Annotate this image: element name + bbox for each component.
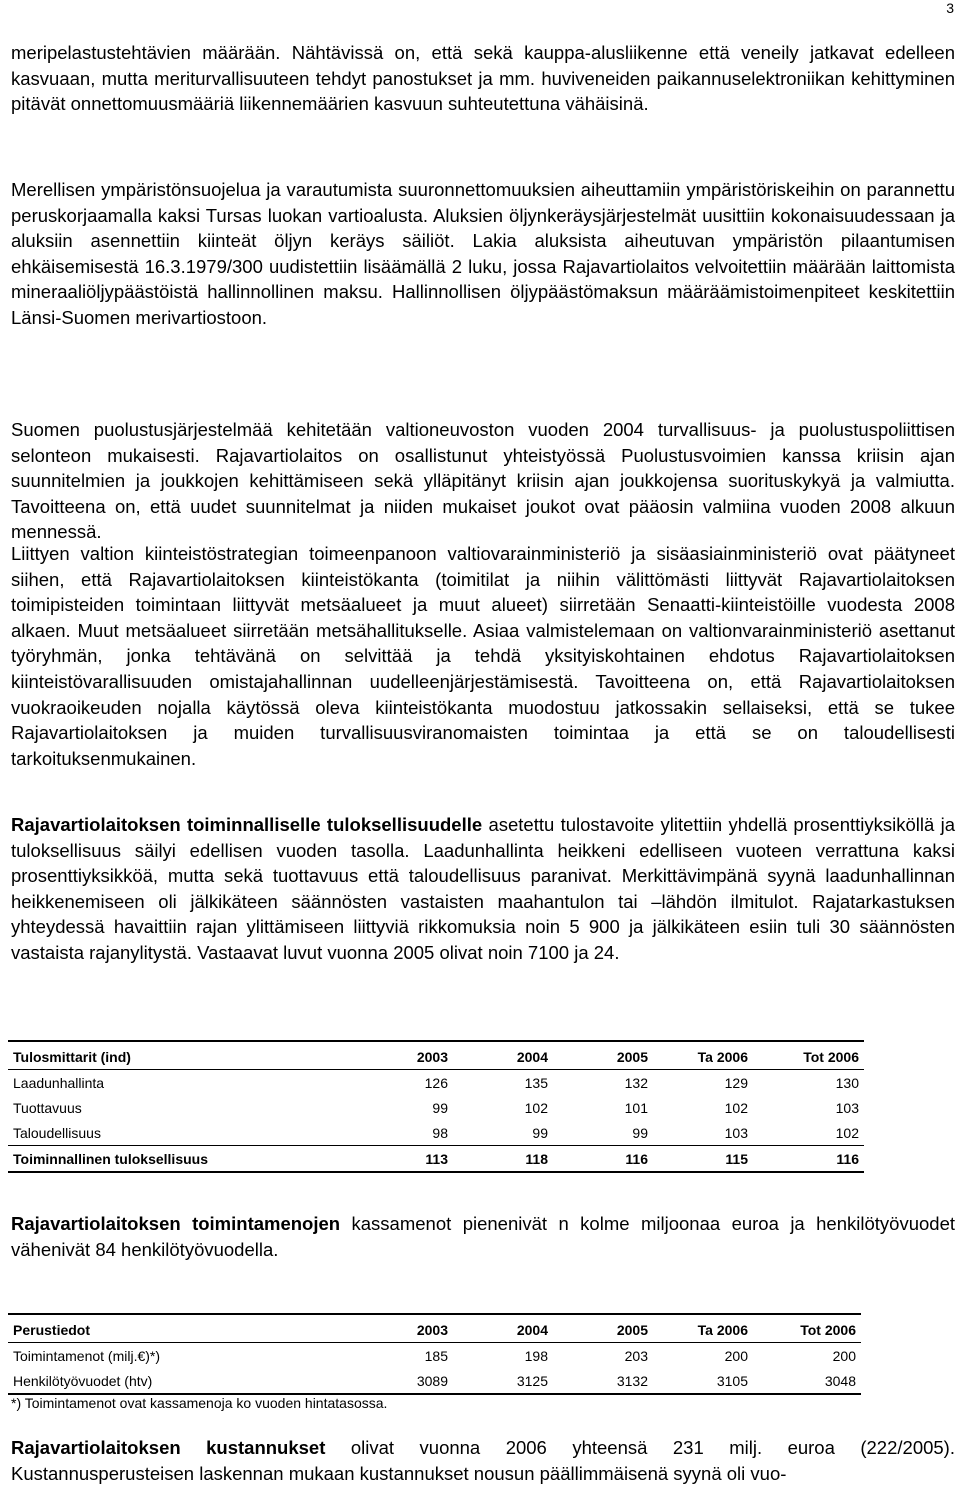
table-cell: 3048	[753, 1368, 861, 1394]
operating-expenses-heading: Rajavartiolaitoksen toimintamenojen	[11, 1213, 341, 1234]
performance-indicators-table	[8, 1040, 864, 1173]
table-footnote: *) Toimintamenot ovat kassamenoja ko vuoden hintatasossa.	[11, 1395, 388, 1411]
operational-performance-text: asetettu tulostavoite ylitettiin yhdellä prosenttiyksiköllä ja tuloksellisuus säilyi edellisen vuoden tasolla. Laadunhallinta heikkeni edelliseen vuoteen verrattuna kaksi prosenttiyksikköä, mutta sekä tuottavuus että taloudellisuus paranivat. Merkittävimpänä syynä laadunhallinnan heikkenemiseen oli jälkikäteen säännösten vastaisten maahantulon tai –lähdön ilmitulot. Rajatarkastuksen yhteydessä havaittiin rajan ylittämiseen liittyviä rikkomuksia noin 5 900 ja jälkikäteen esiin tuli 30 säännösten vastaista rajanylitystä. Vastaavat luvut vuonna 2005 olivat noin 7100 ja 24.	[11, 814, 955, 963]
table-cell: 3105	[653, 1368, 753, 1394]
table-cell: 118	[453, 1146, 553, 1173]
table-cell: 116	[553, 1146, 653, 1173]
paragraph-real-estate-strategy: Liittyen valtion kiinteistöstrategian toimeenpanoon valtiovarainministeriö ja sisäasiainministeriö ovat päätyneet siihen, että Rajavartiolaitoksen kiinteistökanta (toimitilat ja niihin välittömästi liittyvät Rajavartiolaitoksen toimipisteiden toimintaan liittyvät metsäalueet ja muut alueet) siirretään Senaatti-kiinteistöille vuodesta 2008 alkaen. Muut metsäalueet siirretään metsähallitukselle. Asiaa valmistelemaan on valtionvarainministeriö asettanut työryhmän, jonka tehtävänä on selvittää ja tehdä yksityiskohtainen ehdotus Rajavartiolaitoksen kiinteistövarallisuuden omistajahallinnan uudelleenjärjestämisestä. Tavoitteena on, että Rajavartiolaitoksen vuokraoikeuden nojalla käytössä oleva kiinteistökanta muodostuu jatkossakin sellaiseksi, että se tukee Rajavartiolaitoksen ja muiden turvallisuusviranomaisten toimintaa ja että se on taloudellisesti tarkoituksenmukainen.	[11, 543, 955, 769]
column-header: 2004	[453, 1041, 553, 1070]
row-label: Toimintamenot (milj.€)*)	[13, 1347, 161, 1364]
costs-heading: Rajavartiolaitoksen kustannukset	[11, 1437, 326, 1458]
table-cell: 103	[724, 1124, 748, 1141]
table-row	[8, 1120, 864, 1146]
row-label: Laadunhallinta	[13, 1074, 105, 1091]
table-cell: 102	[835, 1124, 859, 1141]
page-number: 3	[946, 0, 954, 16]
table-cell: 3132	[553, 1368, 653, 1394]
row-label: Toiminnallinen tuloksellisuus	[8, 1146, 353, 1173]
paragraph-costs	[11, 1435, 955, 1486]
column-header: 2003	[353, 1041, 453, 1070]
paragraph-defence-system: Suomen puolustusjärjestelmää kehitetään valtioneuvoston vuoden 2004 turvallisuus- ja puolustuspoliittisen selonteon mukaisesti. Rajavartiolaitos on osallistunut yhteistyössä Puolustusvoimien kanssa kriisin ajan suunnitelmien ja joukkojen kehittämiseen sekä ylläpitänyt kriisin ajan joukkojensa suorituskykyä ja valmiutta. Tavoitteena on, että uudet suunnitelmat ja niiden mukaiset joukot ovat pääosin valmiina vuoden 2008 alkuun mennessä.	[11, 419, 955, 543]
column-header: 2003	[353, 1314, 453, 1343]
column-header: Perustiedot	[8, 1314, 353, 1343]
table-cell: 115	[653, 1146, 753, 1173]
table-cell: 103	[835, 1099, 859, 1116]
table-cell: 102	[724, 1099, 748, 1116]
table-cell: 101	[624, 1099, 648, 1116]
paragraph-operating-expenses	[11, 1211, 955, 1262]
table-cell: 130	[835, 1074, 859, 1091]
table-cell: 99	[432, 1099, 448, 1116]
table-cell: 113	[353, 1146, 453, 1173]
table-cell: 102	[524, 1099, 548, 1116]
table-cell: 129	[724, 1074, 748, 1091]
column-header: Tot 2006	[753, 1314, 861, 1343]
column-header: 2005	[553, 1314, 653, 1343]
table-cell: 126	[424, 1074, 448, 1091]
column-header: 2005	[553, 1041, 653, 1070]
column-header: 2004	[453, 1314, 553, 1343]
row-label: Tuottavuus	[13, 1099, 82, 1116]
table-row	[8, 1368, 861, 1394]
table-cell: 99	[632, 1124, 648, 1141]
table-cell: 116	[753, 1146, 864, 1173]
table-cell: 198	[524, 1347, 548, 1364]
operating-expenses-text: kassamenot pienenivät n kolme miljoonaa euroa ja henkilötyövuodet vähenivät 84 henkilötyövuodella.	[11, 1213, 955, 1260]
table-cell: 99	[532, 1124, 548, 1141]
table-header-row	[8, 1041, 864, 1070]
table-row	[8, 1070, 864, 1096]
table-cell: 3125	[453, 1368, 553, 1394]
costs-text: olivat vuonna 2006 yhteensä 231 milj. euroa (222/2005). Kustannusperusteisen laskennan mukaan kustannukset nousun päällimmäisenä syynä oli vuo-	[11, 1437, 955, 1484]
table-cell: 203	[624, 1347, 648, 1364]
table-cell: 132	[624, 1074, 648, 1091]
column-header: Ta 2006	[653, 1314, 753, 1343]
column-header: Ta 2006	[653, 1041, 753, 1070]
basic-data-table	[8, 1313, 861, 1395]
operational-performance-heading: Rajavartiolaitoksen toiminnalliselle tuloksellisuudelle	[11, 814, 483, 835]
column-header: Tot 2006	[753, 1041, 864, 1070]
column-header: Tulosmittarit (ind)	[8, 1041, 353, 1070]
paragraph-sea-rescue: meripelastustehtävien määrään. Nähtävissä on, että sekä kauppa-alusliikenne että veneily jatkavat edelleen kasvuaan, mutta meriturvallisuuteen tehdyt panostukset ja mm. huviveneiden paikannuselektroniikan kehittyminen pitävät onnettomuusmääriä liikennemäärien kasvuun suhteutettuna vähäisinä.	[11, 42, 955, 115]
table-cell: 98	[432, 1124, 448, 1141]
table-total-row	[8, 1146, 864, 1173]
table-cell: 3089	[353, 1368, 453, 1394]
table-cell: 200	[724, 1347, 748, 1364]
row-label: Taloudellisuus	[13, 1124, 101, 1141]
row-label: Henkilötyövuodet (htv)	[8, 1368, 353, 1394]
table-row	[8, 1095, 864, 1120]
table-cell: 135	[524, 1074, 548, 1091]
table-cell: 200	[832, 1347, 856, 1364]
table-header-row	[8, 1314, 861, 1343]
paragraph-environmental-protection: Merellisen ympäristönsuojelua ja varautumista suuronnettomuuksien aiheuttamiin ympäristöriskeihin on parannettu peruskorjaamalla kaksi Tursas luokan vartioalusta. Aluksien öljynkeräysjärjestelmät uusittiin kokonaisuudessaan ja aluksiin asennettiin kiinteät öljyn keräys säiliöt. Lakia aluksista aiheutuvan ympäristön pilaantumisen ehkäisemisestä 16.3.1979/300 uudistettiin lisäämällä 2 luku, jossa Rajavartiolaitos velvoitettiin määrään laittomista mineraaliöljypäästöistä hallinnollinen maksu. Hallinnollisen öljypäästömaksun määräämistoimenpiteet keskitettiin Länsi-Suomen merivartiostoon.	[11, 179, 955, 328]
table-cell: 185	[424, 1347, 448, 1364]
paragraph-operational-performance	[11, 812, 955, 966]
table-row	[8, 1343, 861, 1369]
